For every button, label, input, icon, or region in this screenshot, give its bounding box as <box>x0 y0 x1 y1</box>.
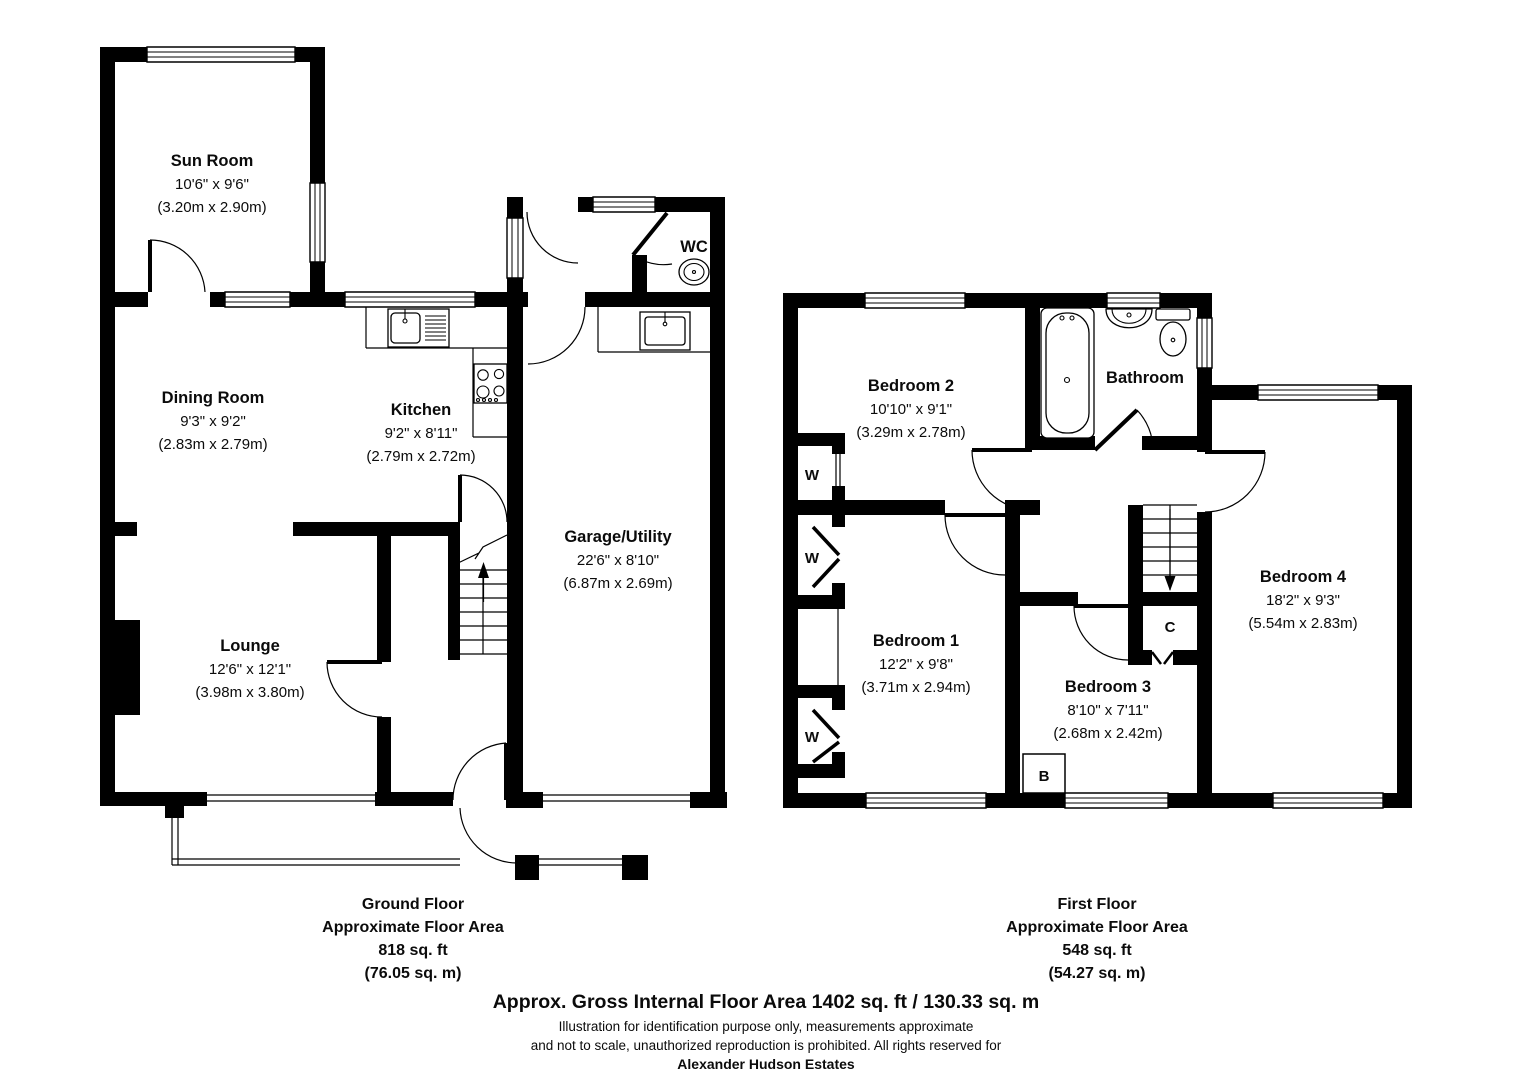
ground-floor-plan <box>100 47 727 982</box>
bath-icon <box>1041 308 1094 438</box>
bedroom-4-dims-metric: (5.54m x 2.83m) <box>1248 615 1358 632</box>
kitchen-sink-icon <box>388 309 449 347</box>
bathroom-label: Bathroom <box>1106 369 1184 387</box>
disclaimer-line-3: and not to scale, unauthorized reproduction is prohibited. All rights reserved for <box>530 1038 1002 1053</box>
disclaimer-block <box>493 991 1040 1072</box>
garage-sink-icon <box>640 312 690 350</box>
lounge-label: Lounge <box>220 637 280 655</box>
basin-icon <box>1106 309 1152 328</box>
stairs-up-arrow-icon <box>478 562 489 602</box>
ground-footer-area-ft: 818 sq. ft <box>378 942 448 959</box>
dining-room-dims-metric: (2.83m x 2.79m) <box>158 436 268 453</box>
first-footer-area-ft: 548 sq. ft <box>1062 942 1132 959</box>
bedroom-1-dims-metric: (3.71m x 2.94m) <box>861 679 971 696</box>
bedroom-3-dims-imperial: 8'10" x 7'11" <box>1067 702 1149 719</box>
sun-room-label: Sun Room <box>170 152 254 170</box>
bedroom-4-label: Bedroom 4 <box>1259 568 1347 586</box>
disclaimer-line-2: Illustration for identification purpose only, measurements approximate <box>558 1019 974 1034</box>
first-floor-plan <box>783 293 1412 982</box>
first-footer-title: First Floor <box>1057 896 1137 913</box>
ground-footer-area-m: (76.05 sq. m) <box>364 965 462 982</box>
toilet-icon <box>1156 309 1190 356</box>
bedroom-4-dims-imperial: 18'2" x 9'3" <box>1266 592 1340 609</box>
bedroom-2-dims-metric: (3.29m x 2.78m) <box>856 424 966 441</box>
wc-label: WC <box>680 238 708 256</box>
bedroom-2-label: Bedroom 2 <box>867 377 955 395</box>
first-door-arcs <box>945 410 1265 660</box>
ground-footer-title: Ground Floor <box>361 896 465 913</box>
first-door-leaves <box>945 410 1265 606</box>
cupboard-bifold-doors <box>1152 652 1173 664</box>
dining-room-label: Dining Room <box>161 389 265 407</box>
garage-utility-dims-metric: (6.87m x 2.69m) <box>563 575 673 592</box>
sun-room-dims-imperial: 10'6" x 9'6" <box>175 176 249 193</box>
bedroom-3-label: Bedroom 3 <box>1064 678 1152 696</box>
bedroom-1-dims-imperial: 12'2" x 9'8" <box>879 656 953 673</box>
kitchen-dims-metric: (2.79m x 2.72m) <box>366 448 476 465</box>
bedroom-1-label: Bedroom 1 <box>872 632 960 650</box>
ground-footer-subtitle: Approximate Floor Area <box>322 919 504 936</box>
wardrobe-label-3: W <box>804 729 820 746</box>
garage-utility-label: Garage/Utility <box>564 528 672 546</box>
kitchen-label: Kitchen <box>390 401 452 419</box>
garage-utility-dims-imperial: 22'6" x 8'10" <box>576 552 660 569</box>
boiler-label: B <box>1038 768 1050 785</box>
first-footer-area-m: (54.27 sq. m) <box>1048 965 1146 982</box>
first-footer-subtitle: Approximate Floor Area <box>1006 919 1188 936</box>
bedroom-2-dims-imperial: 10'10" x 9'1" <box>869 401 953 418</box>
cupboard-label: C <box>1164 619 1176 636</box>
lounge-dims-metric: (3.98m x 3.80m) <box>195 684 305 701</box>
stairs-down-arrow-icon <box>1165 509 1176 591</box>
sun-room-dims-metric: (3.20m x 2.90m) <box>157 199 267 216</box>
lounge-dims-imperial: 12'6" x 12'1" <box>208 661 292 678</box>
gross-area-line: Approx. Gross Internal Floor Area 1402 sq. ft / 130.33 sq. m <box>492 991 1040 1013</box>
agency-name: Alexander Hudson Estates <box>677 1056 855 1072</box>
wc-basin-icon <box>679 259 709 285</box>
bedroom-3-dims-metric: (2.68m x 2.42m) <box>1053 725 1163 742</box>
wardrobe-label-1: W <box>804 467 820 484</box>
kitchen-dims-imperial: 9'2" x 8'11" <box>384 425 458 442</box>
hob-icon <box>474 364 507 403</box>
dining-room-dims-imperial: 9'3" x 9'2" <box>180 413 246 430</box>
wardrobe-label-2: W <box>804 550 820 567</box>
